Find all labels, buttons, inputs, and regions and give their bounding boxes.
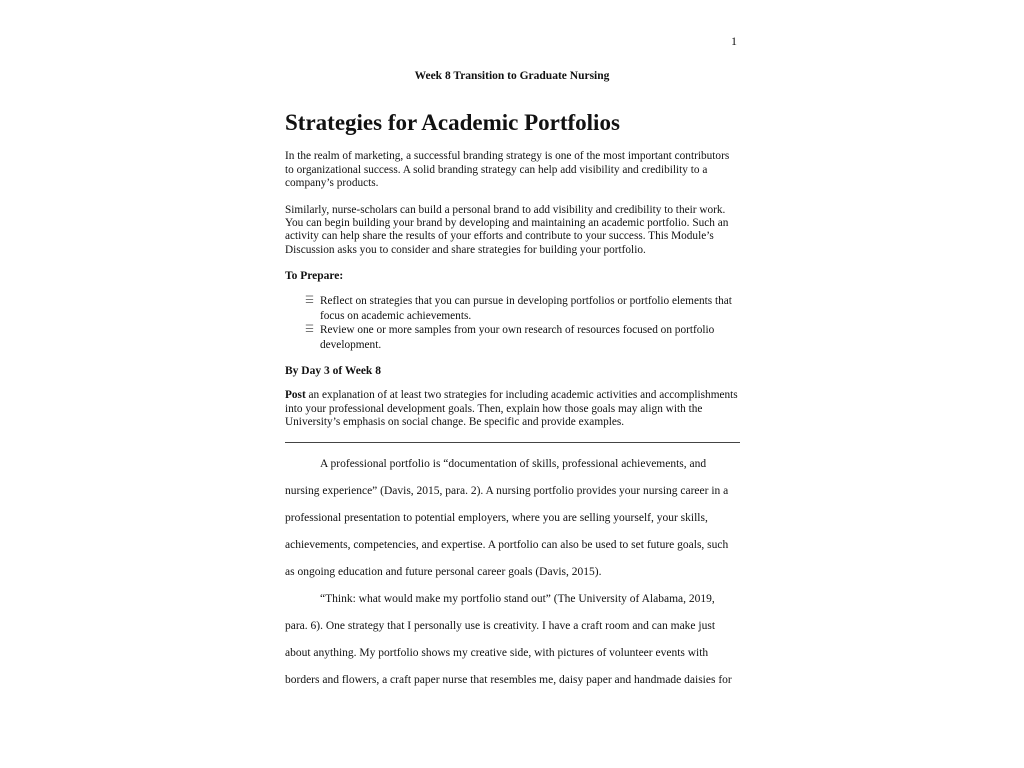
post-lead: Post [285,389,306,402]
section-divider [285,442,740,443]
essay-body [285,451,740,694]
intro-paragraph: Similarly, nurse-scholars can build a personal brand to add visibility and credibility to their work. You can begin building your brand by developing and maintaining an academic portfolio. Such an activity can help share the results of your efforts and contribute to your success. This Module’s Discussion asks you to consider and share strategies for building your portfolio. [285,203,729,256]
post-instructions [285,389,740,429]
list-item [305,294,740,323]
to-prepare-list [285,294,740,352]
by-day-heading: By Day 3 of Week 8 [285,365,381,378]
running-head: Week 8 Transition to Graduate Nursing [414,70,610,82]
document-title: Strategies for Academic Portfolios [285,110,620,135]
essay-paragraph: “Think: what would make my portfolio stand out” (The University of Alabama, 2019, para. 6). One strategy that I personally use is creativity. I have a craft room and can make just about anything. My portfolio shows my creative side, with pictures of volunteer events with borders and flowers, a craft paper nurse that resembles me, daisy paper and handmade daisies for [285,593,732,687]
document-body [285,110,740,694]
list-item-text: Review one or more samples from your own research of resources focused on portfolio development. [320,324,715,351]
intro-paragraph: In the realm of marketing, a successful branding strategy is one of the most important contributors to organizational success. A solid branding strategy can help add visibility and credibility to a company’s products. [285,150,730,190]
bullet-icon: ☰ [305,295,314,307]
bullet-icon: ☰ [305,324,314,336]
to-prepare-heading: To Prepare: [285,270,344,283]
list-item [305,323,740,352]
page-number: 1 [731,34,737,48]
essay-paragraph: A professional portfolio is “documentation of skills, professional achievements, and nursing experience” (Davis, 2015, para. 2). A nursing portfolio provides your nursing career in a professional presentation to potential employers, where you are selling yourself, your skills, achievements, competencies, and expertise. A portfolio can also be used to set future goals, such as ongoing education and future personal career goals (Davis, 2015). [285,458,729,579]
list-item-text: Reflect on strategies that you can pursue in developing portfolios or portfolio elements that focus on academic achievements. [320,295,732,322]
post-text: an explanation of at least two strategies for including academic activities and accomplishments into your professional development goals. Then, explain how those goals may align with the University’s emphasis on social change. Be specific and provide examples. [285,389,738,428]
